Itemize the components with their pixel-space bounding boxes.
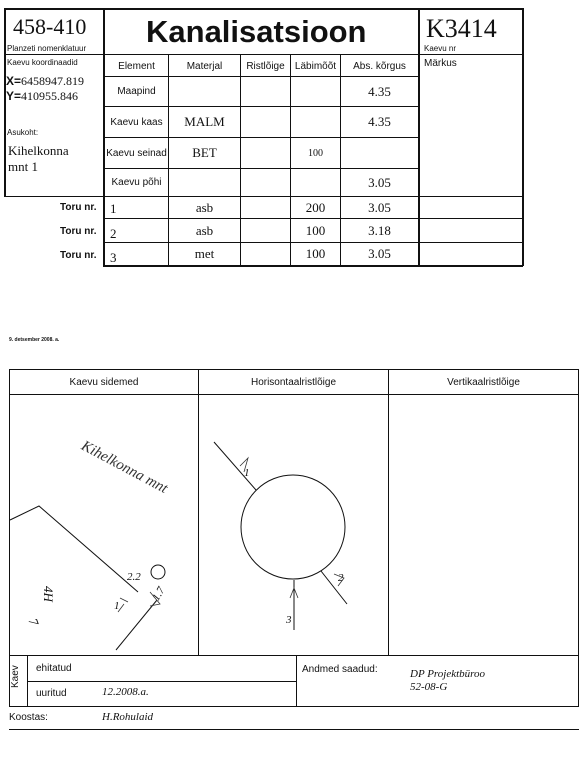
row-korgus: 3.05 xyxy=(368,174,391,190)
page-title: Kanalisatsioon xyxy=(146,14,367,49)
sketch-label: 1 xyxy=(114,600,120,612)
row-element: Kaevu kaas xyxy=(110,116,163,128)
sketch-label: 1.7 xyxy=(150,585,168,603)
row-element: Maapind xyxy=(117,86,156,97)
sketch-label: 7 xyxy=(25,616,42,628)
ehitatud-label: ehitatud xyxy=(36,663,72,674)
pipe-label: Toru nr. xyxy=(60,250,97,261)
koostas-value: H.Rohulaid xyxy=(102,711,154,723)
coords-caption: Kaevu koordinaadid xyxy=(7,58,78,67)
pipe-nr: 2 xyxy=(110,226,117,241)
date-note: 9. detsember 2008. a. xyxy=(9,337,60,343)
pipe-nr: 1 xyxy=(110,201,117,216)
row-element: Kaevu seinad xyxy=(106,147,167,159)
sheet-caption: Planzeti nomenklatuur xyxy=(7,44,87,53)
pipe-materjal: asb xyxy=(195,199,214,215)
sketch-col-vertical: Vertikaalristlõige xyxy=(447,376,520,388)
sketch-label: 4H xyxy=(40,586,56,602)
pipe-korgus: 3.05 xyxy=(368,199,391,215)
andmed-label: Andmed saadud: xyxy=(302,664,378,675)
location-caption: Asukoht: xyxy=(7,128,39,137)
pipe-labimoot: 100 xyxy=(305,222,326,238)
sketch-label: 2.2 xyxy=(127,571,141,583)
street-text: Kihelkonna mnt xyxy=(78,438,171,497)
col-header-labimoot: Läbimõõt xyxy=(294,60,337,72)
col-header-ristloige: Ristlõige xyxy=(246,60,285,72)
col-header-materjal: Materjal xyxy=(186,60,223,72)
x-coordinate: X=6458947.819 xyxy=(6,74,85,88)
pipe-labimoot: 200 xyxy=(305,199,326,215)
y-coordinate: Y=410955.846 xyxy=(6,89,79,103)
koostas-label: Koostas: xyxy=(9,712,48,723)
pipe-korgus: 3.05 xyxy=(368,246,391,261)
row-korgus: 4.35 xyxy=(368,83,391,99)
well-id: K3414 xyxy=(426,14,497,43)
row-korgus: 4.35 xyxy=(368,114,391,129)
row-element: Kaevu põhi xyxy=(111,177,162,188)
sheet-number: 458-410 xyxy=(13,14,87,39)
pipe-materjal: asb xyxy=(195,222,214,238)
hcross-label: 2 xyxy=(338,572,344,584)
sketch-col-connections: Kaevu sidemed xyxy=(69,376,139,388)
row-materjal: BET xyxy=(192,145,217,160)
col-header-markus: Märkus xyxy=(424,58,457,69)
andmed-value1: DP Projektbüroo xyxy=(410,668,486,680)
pipe-nr: 3 xyxy=(110,250,117,265)
hcross-label: 3 xyxy=(286,614,292,626)
col-header-korgus: Abs. kõrgus xyxy=(353,60,406,72)
row-materjal: MALM xyxy=(184,114,225,129)
kaev-label: Kaev xyxy=(10,665,21,688)
uuritud-label: uuritud xyxy=(36,688,67,699)
location-line2: mnt 1 xyxy=(8,159,38,174)
hcross-label: 1 xyxy=(244,467,250,479)
row-labimoot: 100 xyxy=(308,147,323,159)
sketch-col-horizontal: Horisontaalristlõige xyxy=(250,376,337,388)
pipe-labimoot: 100 xyxy=(305,246,326,261)
pipe-label: Toru nr. xyxy=(60,226,97,237)
col-header-element: Element xyxy=(118,60,155,72)
well-id-caption: Kaevu nr xyxy=(424,44,457,53)
andmed-value2: 52-08-G xyxy=(410,681,448,693)
pipe-materjal: met xyxy=(194,246,215,261)
pipe-label: Toru nr. xyxy=(60,202,97,213)
uuritud-value: 12.2008.a. xyxy=(102,686,149,698)
pipe-korgus: 3.18 xyxy=(368,222,391,238)
location-line1: Kihelkonna xyxy=(8,143,69,158)
